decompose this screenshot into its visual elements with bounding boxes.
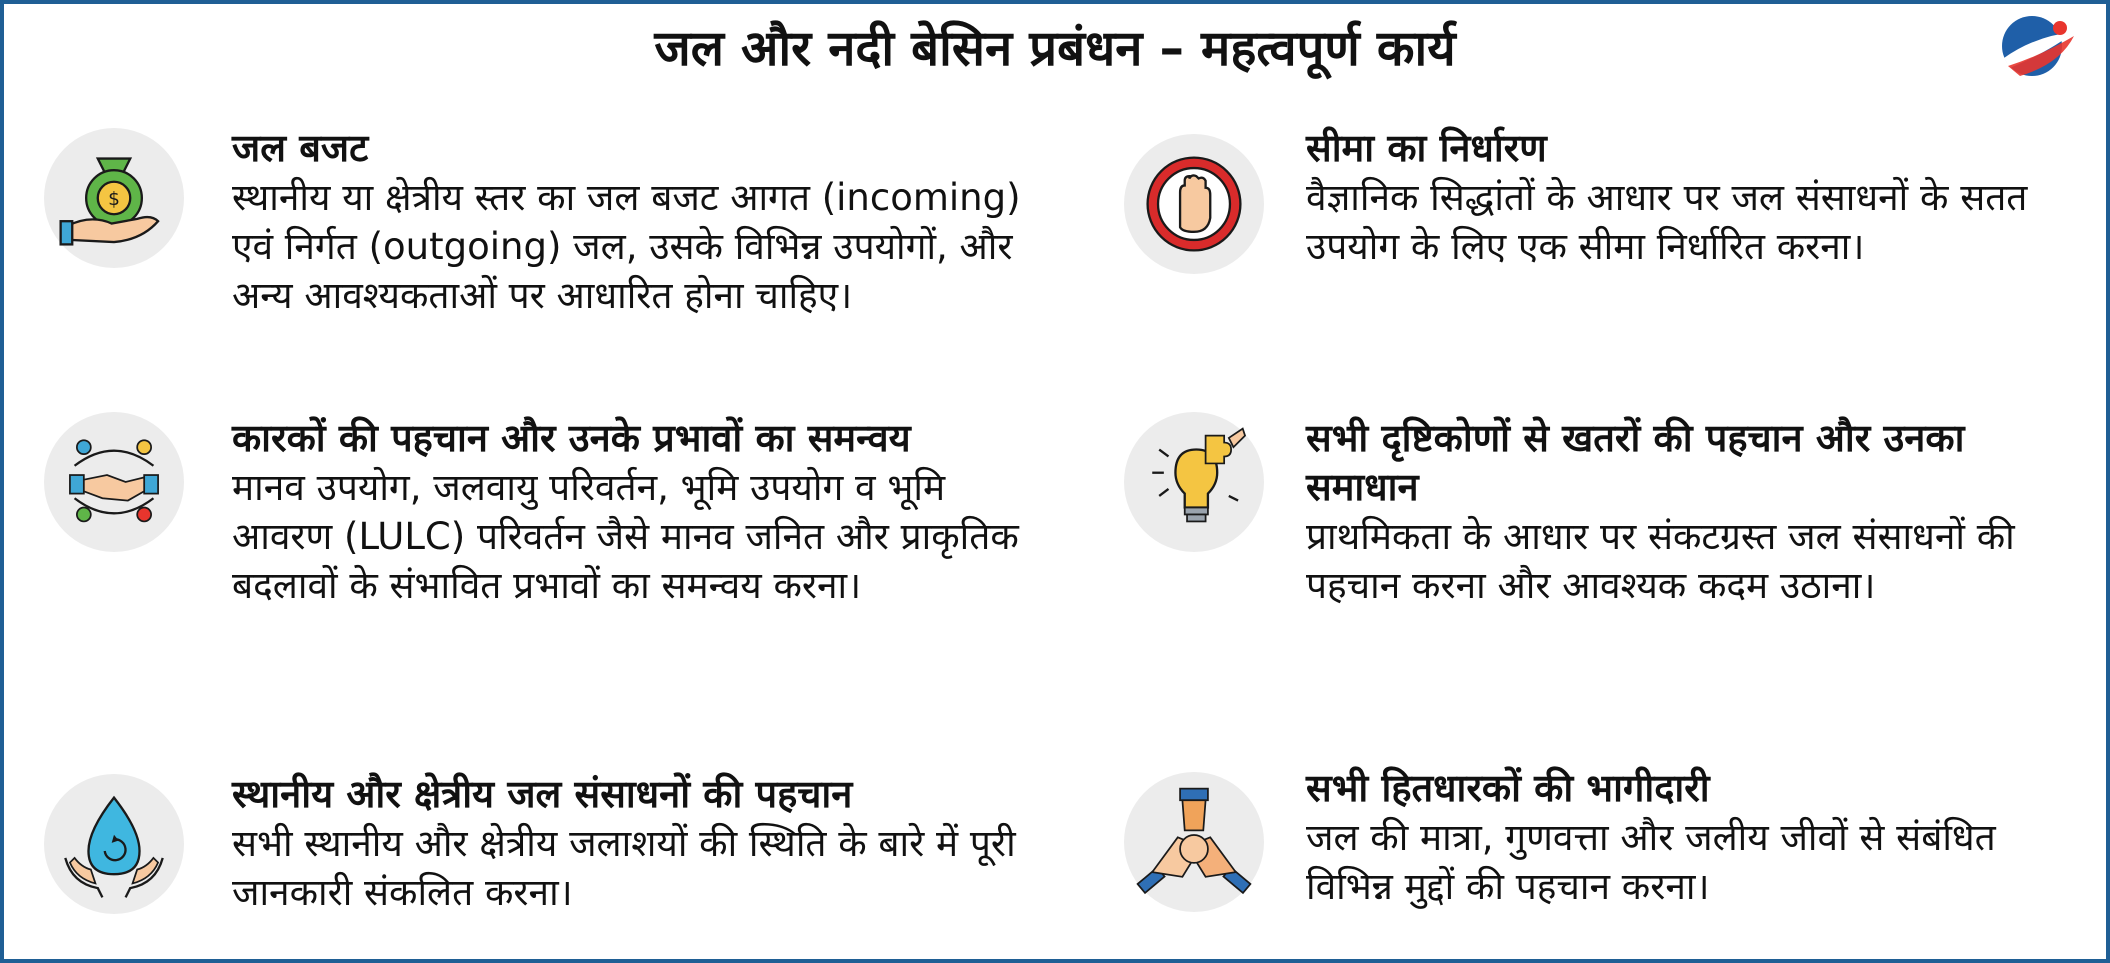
item-description: सभी स्थानीय और क्षेत्रीय जलाशयों की स्थिति के बारे में पूरी जानकारी संकलित करना। (232, 822, 1016, 914)
item-heading: स्थानीय और क्षेत्रीय जल संसाधनों की पहचान (232, 772, 853, 816)
item-heading: सीमा का निर्धारण (1306, 126, 1547, 170)
item-description: प्राथमिकता के आधार पर संकटग्रस्त जल संसाधनों की पहचान करना और आवश्यक कदम उठाना। (1306, 515, 2015, 607)
lightbulb-puzzle-icon (1124, 412, 1264, 552)
money-bag-hand-icon (44, 128, 184, 268)
item-description: स्थानीय या क्षेत्रीय स्तर का जल बजट आगत (incoming) एवं निर्गत (outgoing) जल, उसके विभिन्न उपयोगों, और अन्य आवश्यकताओं पर आधारित होना चाहिए। (232, 176, 1021, 317)
item-description: जल की मात्रा, गुणवत्ता और जलीय जीवों से संबंधित विभिन्न मुद्दों की पहचान करना। (1306, 816, 1996, 908)
item-description: वैज्ञानिक सिद्धांतों के आधार पर जल संसाधनों के सतत उपयोग के लिए एक सीमा निर्धारित करना। (1306, 176, 2028, 268)
svg-text:$: $ (108, 188, 120, 210)
item-heading: सभी हितधारकों की भागीदारी (1306, 766, 1710, 810)
page-title: जल और नदी बेसिन प्रबंधन – महत्वपूर्ण कार्य (654, 20, 1456, 77)
water-drop-hands-icon (44, 774, 184, 914)
brand-logo-icon (1990, 6, 2080, 90)
item-heading: जल बजट (232, 126, 369, 170)
stacked-hands-icon (1124, 772, 1264, 912)
item-heading: सभी दृष्टिकोणों से खतरों की पहचान और उनका समाधान (1306, 416, 1965, 509)
handshake-people-icon (44, 412, 184, 552)
item-description: मानव उपयोग, जलवायु परिवर्तन, भूमि उपयोग व भूमि आवरण (LULC) परिवर्तन जैसे मानव जनित और प्राकृतिक बदलावों के संभावित प्रभावों का समन्वय करना। (232, 466, 1019, 607)
item-heading: कारकों की पहचान और उनके प्रभावों का समन्वय (232, 416, 911, 460)
stop-hand-icon (1124, 134, 1264, 274)
